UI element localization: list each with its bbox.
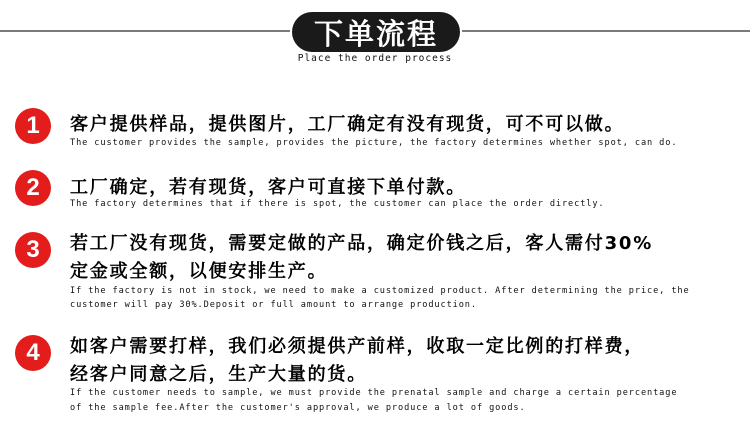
step-4-en-line-2: of the sample fee.After the customer's approval, we produce a lot of goods.	[70, 403, 526, 413]
page-subtitle: Place the order process	[297, 53, 453, 64]
page-header	[0, 0, 750, 72]
step-2-zh-line-1: 工厂确定，若有现货，客户可直接下单付款。	[70, 177, 466, 198]
header-rule-left	[0, 30, 290, 32]
step-4-zh-line-2: 经客户同意之后，生产大量的货。	[70, 364, 367, 385]
step-number-badge: 4	[15, 335, 51, 371]
step-3-en-line-1: If the factory is not in stock, we need to make a customized product. After determining the price, the	[70, 286, 690, 296]
step-number-badge: 1	[15, 108, 51, 144]
step-number-badge: 2	[15, 170, 51, 206]
step-3-en-line-2: customer will pay 30%.Deposit or full amount to arrange production.	[70, 300, 477, 310]
step-1-zh-line-1: 客户提供样品，提供图片，工厂确定有没有现货，可不可以做。	[70, 114, 625, 135]
step-3-zh-line-1: 若工厂没有现货，需要定做的产品，确定价钱之后，客人需付30%	[70, 233, 654, 254]
step-4-en-line-1: If the customer needs to sample, we must provide the prenatal sample and charge a certain percentage	[70, 388, 678, 398]
step-1-en-line-1: The customer provides the sample, provides the picture, the factory determines whether spot, can do.	[70, 138, 678, 148]
title-pill	[292, 12, 460, 52]
header-rule-right	[462, 30, 750, 32]
step-number-badge: 3	[15, 232, 51, 268]
page-title: 下单流程	[313, 16, 438, 51]
step-3-zh-line-2: 定金或全额，以便安排生产。	[70, 261, 328, 282]
step-4-zh-line-1: 如客户需要打样，我们必须提供产前样，收取一定比例的打样费，	[70, 336, 645, 357]
step-2-en-line-1: The factory determines that if there is spot, the customer can place the order directly.	[70, 199, 605, 209]
